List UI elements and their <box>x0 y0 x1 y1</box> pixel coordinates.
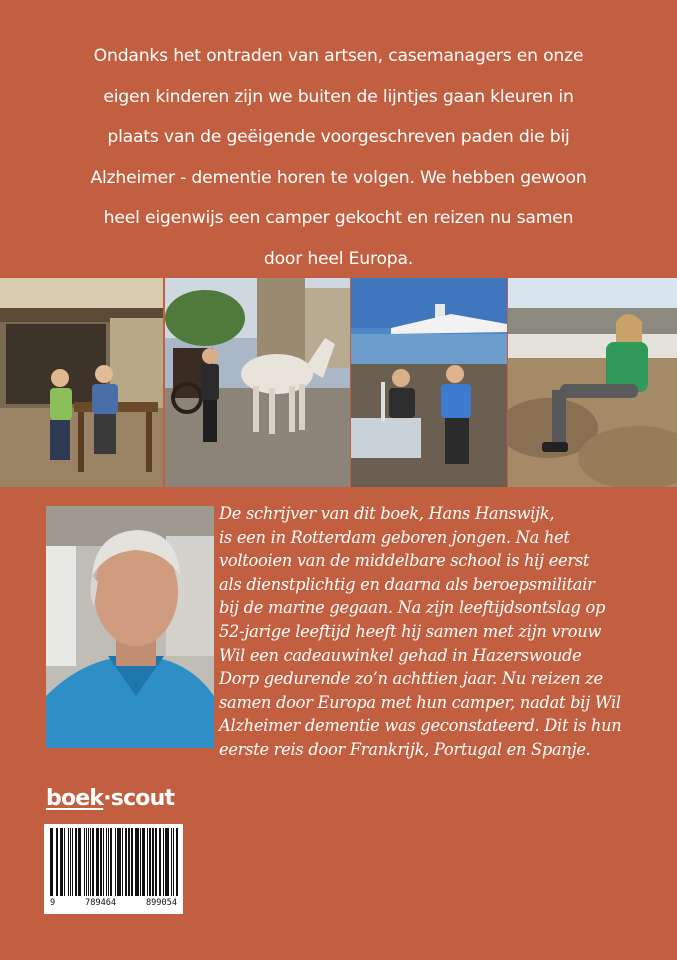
publisher-logo <box>46 786 174 811</box>
intro-line: heel eigenwijs een camper gekocht en reizen nu samen <box>103 208 574 228</box>
barcode-bar <box>176 828 178 896</box>
barcode-bar <box>111 828 112 896</box>
bio-line: voltooien van de middelbare school is hij eerst <box>219 551 590 571</box>
bio-line: eerste reis door Frankrijk, Portugal en Spanje. <box>219 739 591 759</box>
barcode-bar <box>57 828 58 896</box>
barcode-bar <box>160 828 161 896</box>
barcode-bar <box>92 828 94 896</box>
barcode-digit-group-left: 789464 <box>85 898 117 908</box>
barcode-bar <box>167 828 169 896</box>
barcode-bar <box>103 828 104 896</box>
photo-coastal-rocks <box>508 278 677 487</box>
bio-line: als dienstplichtig en daarna als beroepsmilitair <box>219 574 595 594</box>
logo-scout: ·scout <box>103 786 175 811</box>
intro-line: door heel Europa. <box>263 248 414 269</box>
bio-line: 52-jarige leeftijd heeft hij samen met zijn vrouw <box>219 621 602 641</box>
barcode-bar <box>143 828 144 896</box>
photo-horse-carriage <box>165 278 350 487</box>
intro-text <box>40 36 637 279</box>
isbn-barcode <box>44 824 183 914</box>
intro-line: Ondanks het ontraden van artsen, casemanagers en onze <box>93 46 584 66</box>
author-photo <box>46 506 214 748</box>
barcode-bar <box>137 828 138 896</box>
bio-line: bij de marine gegaan. Na zijn leeftijdsontslag op <box>219 598 606 618</box>
barcode-bar <box>131 828 132 896</box>
intro-line: eigen kinderen zijn we buiten de lijntjes gaan kleuren in <box>103 86 574 107</box>
bio-line: samen door Europa met hun camper, nadat bij Wil <box>219 692 621 712</box>
logo-boek: boek <box>46 786 104 811</box>
bio-line: is een in Rotterdam geboren jongen. Na het <box>219 527 570 547</box>
barcode-bar <box>98 828 99 896</box>
barcode-bar <box>122 828 123 896</box>
bio-line: Wil een cadeauwinkel gehad in Hazerswoude <box>219 645 582 665</box>
barcode-bar <box>72 828 73 896</box>
barcode-bar <box>115 828 116 896</box>
barcode-bar <box>149 828 150 896</box>
barcode-bar <box>173 828 174 896</box>
barcode-bar <box>64 828 65 896</box>
photo-cafe-terrace <box>0 278 163 487</box>
barcode-bar <box>68 828 69 896</box>
barcode-bar <box>90 828 91 896</box>
barcode-bar <box>62 828 63 896</box>
author-bio <box>219 502 671 762</box>
barcode-bars <box>50 828 177 896</box>
barcode-bar <box>171 828 172 896</box>
photo-seaside-terrace <box>351 278 507 487</box>
barcode-bar <box>108 828 109 896</box>
bio-line: Dorp gedurende zo’n achttien jaar. Nu reizen ze <box>219 669 603 689</box>
barcode-digit-prefix: 9 <box>50 898 56 908</box>
intro-line: Alzheimer - dementie horen te volgen. We hebben gewoon <box>90 167 587 188</box>
barcode-digit-group-right: 899054 <box>145 898 177 908</box>
barcode-digits <box>50 898 177 908</box>
barcode-bar <box>147 828 148 896</box>
barcode-bar <box>155 828 156 896</box>
barcode-bar <box>140 828 141 896</box>
barcode-bar <box>80 828 81 896</box>
barcode-bar <box>119 828 120 896</box>
intro-line: plaats van de geëigende voorgeschreven paden die bij <box>107 127 570 147</box>
bio-line: Alzheimer dementie was geconstateerd. Dit is hun <box>219 716 622 736</box>
photo-strip <box>0 278 677 487</box>
barcode-bar <box>129 828 130 896</box>
barcode-bar <box>153 828 154 896</box>
bio-line: De schrijver van dit boek, Hans Hanswijk, <box>219 504 555 523</box>
barcode-bar <box>86 828 87 896</box>
barcode-bar <box>52 828 53 896</box>
barcode-bar <box>163 828 164 896</box>
